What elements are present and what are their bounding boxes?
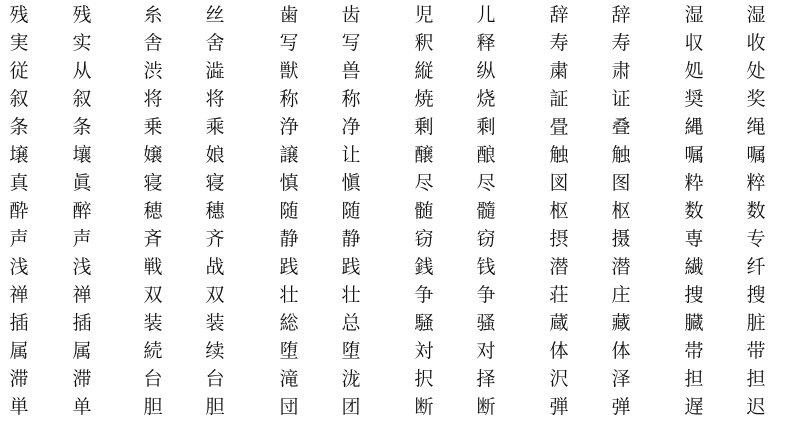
simplified-chinese-char: 舍 <box>205 32 225 54</box>
simplified-chinese-char: 齐 <box>205 228 225 250</box>
japanese-kanji: 続 <box>143 340 163 362</box>
japanese-kanji: 条 <box>9 116 29 138</box>
japanese-kanji: 騒 <box>414 312 434 334</box>
simplified-chinese-char: 触 <box>611 144 631 166</box>
japanese-kanji: 叙 <box>9 88 29 110</box>
simplified-chinese-char: 兽 <box>341 60 361 82</box>
japanese-kanji: 斉 <box>143 228 163 250</box>
simplified-chinese-char: 践 <box>341 256 361 278</box>
simplified-chinese-char: 湿 <box>746 4 766 26</box>
simplified-chinese-char: 窃 <box>476 228 496 250</box>
simplified-chinese-char: 属 <box>72 340 92 362</box>
simplified-chinese-char: 粹 <box>746 172 766 194</box>
japanese-kanji: 窃 <box>414 228 434 250</box>
simplified-chinese-char: 将 <box>205 88 225 110</box>
japanese-kanji: 児 <box>414 4 434 26</box>
simplified-chinese-char: 肃 <box>611 60 631 82</box>
japanese-kanji: 総 <box>279 312 299 334</box>
japanese-kanji: 胆 <box>143 396 163 418</box>
simplified-chinese-char: 担 <box>746 368 766 390</box>
japanese-kanji: 粋 <box>684 172 704 194</box>
simplified-chinese-char: 残 <box>72 4 92 26</box>
simplified-chinese-char: 插 <box>72 312 92 334</box>
simplified-chinese-char: 收 <box>746 32 766 54</box>
simplified-chinese-char: 骚 <box>476 312 496 334</box>
japanese-kanji: 歯 <box>279 4 299 26</box>
simplified-chinese-char: 壤 <box>72 144 92 166</box>
japanese-kanji: 焼 <box>414 88 434 110</box>
japanese-kanji: 処 <box>684 60 704 82</box>
japanese-kanji: 潜 <box>549 256 569 278</box>
japanese-kanji: 摂 <box>549 228 569 250</box>
simplified-chinese-char: 双 <box>205 284 225 306</box>
japanese-kanji: 帯 <box>684 340 704 362</box>
simplified-chinese-char: 证 <box>611 88 631 110</box>
japanese-kanji: 将 <box>143 88 163 110</box>
japanese-kanji: 臓 <box>684 312 704 334</box>
simplified-chinese-char: 迟 <box>746 396 766 418</box>
simplified-chinese-char: 潜 <box>611 256 631 278</box>
japanese-kanji: 単 <box>9 396 29 418</box>
kanji-row <box>0 253 790 281</box>
simplified-chinese-char: 辞 <box>611 4 631 26</box>
simplified-chinese-char: 带 <box>746 340 766 362</box>
japanese-kanji: 獣 <box>279 60 299 82</box>
japanese-kanji: 尽 <box>414 172 434 194</box>
japanese-kanji: 釈 <box>414 32 434 54</box>
simplified-chinese-char: 尽 <box>476 172 496 194</box>
japanese-kanji: 湿 <box>684 4 704 26</box>
japanese-kanji: 対 <box>414 340 434 362</box>
japanese-kanji: 奨 <box>684 88 704 110</box>
japanese-kanji: 択 <box>414 368 434 390</box>
japanese-kanji: 壌 <box>9 144 29 166</box>
simplified-chinese-char: 择 <box>476 368 496 390</box>
simplified-chinese-char: 剩 <box>476 116 496 138</box>
japanese-kanji: 触 <box>549 144 569 166</box>
simplified-chinese-char: 嘱 <box>746 144 766 166</box>
simplified-chinese-char: 写 <box>341 32 361 54</box>
simplified-chinese-char: 胆 <box>205 396 225 418</box>
simplified-chinese-char: 烧 <box>476 88 496 110</box>
japanese-kanji: 捜 <box>684 284 704 306</box>
japanese-kanji: 堕 <box>279 340 299 362</box>
simplified-chinese-char: 枢 <box>611 200 631 222</box>
simplified-chinese-char: 断 <box>476 396 496 418</box>
japanese-kanji: 辞 <box>549 4 569 26</box>
simplified-chinese-char: 静 <box>341 228 361 250</box>
simplified-chinese-char: 处 <box>746 60 766 82</box>
japanese-kanji: 舎 <box>143 32 163 54</box>
japanese-kanji: 装 <box>143 312 163 334</box>
simplified-chinese-char: 专 <box>746 228 766 250</box>
kanji-row <box>0 29 790 57</box>
simplified-chinese-char: 图 <box>611 172 631 194</box>
simplified-chinese-char: 叙 <box>72 88 92 110</box>
simplified-chinese-char: 净 <box>341 116 361 138</box>
simplified-chinese-char: 战 <box>205 256 225 278</box>
simplified-chinese-char: 叠 <box>611 116 631 138</box>
japanese-kanji: 畳 <box>549 116 569 138</box>
japanese-kanji: 声 <box>9 228 29 250</box>
simplified-chinese-char: 团 <box>341 396 361 418</box>
japanese-kanji: 双 <box>143 284 163 306</box>
japanese-kanji: 体 <box>549 340 569 362</box>
simplified-chinese-char: 弹 <box>611 396 631 418</box>
japanese-kanji: 写 <box>279 32 299 54</box>
simplified-chinese-char: 纵 <box>476 60 496 82</box>
japanese-kanji: 践 <box>279 256 299 278</box>
japanese-kanji: 真 <box>9 172 29 194</box>
kanji-row <box>0 85 790 113</box>
simplified-chinese-char: 娘 <box>205 144 225 166</box>
simplified-chinese-char: 让 <box>341 144 361 166</box>
simplified-chinese-char: 乘 <box>205 116 225 138</box>
japanese-kanji: 沢 <box>549 368 569 390</box>
simplified-chinese-char: 脏 <box>746 312 766 334</box>
simplified-chinese-char: 绳 <box>746 116 766 138</box>
simplified-chinese-char: 澁 <box>205 60 225 82</box>
simplified-chinese-char: 泽 <box>611 368 631 390</box>
kanji-row <box>0 113 790 141</box>
simplified-chinese-char: 续 <box>205 340 225 362</box>
japanese-kanji: 縄 <box>684 116 704 138</box>
simplified-chinese-char: 堕 <box>341 340 361 362</box>
kanji-row <box>0 365 790 393</box>
japanese-kanji: 専 <box>684 228 704 250</box>
simplified-chinese-char: 争 <box>476 284 496 306</box>
japanese-kanji: 団 <box>279 396 299 418</box>
japanese-kanji: 断 <box>414 396 434 418</box>
japanese-kanji: 蔵 <box>549 312 569 334</box>
simplified-chinese-char: 装 <box>205 312 225 334</box>
japanese-kanji: 浅 <box>9 256 29 278</box>
kanji-row <box>0 393 790 421</box>
japanese-kanji: 穂 <box>143 200 163 222</box>
japanese-kanji: 乗 <box>143 116 163 138</box>
kanji-row <box>0 57 790 85</box>
japanese-kanji: 浄 <box>279 116 299 138</box>
simplified-chinese-char: 浅 <box>72 256 92 278</box>
kanji-row <box>0 337 790 365</box>
japanese-kanji: 滝 <box>279 368 299 390</box>
simplified-chinese-char: 齿 <box>341 4 361 26</box>
japanese-kanji: 粛 <box>549 60 569 82</box>
japanese-kanji: 酔 <box>9 200 29 222</box>
simplified-chinese-char: 禅 <box>72 284 92 306</box>
simplified-chinese-char: 眞 <box>72 172 92 194</box>
simplified-chinese-char: 摄 <box>611 228 631 250</box>
simplified-chinese-char: 从 <box>72 60 92 82</box>
simplified-chinese-char: 寿 <box>611 32 631 54</box>
simplified-chinese-char: 滞 <box>72 368 92 390</box>
japanese-kanji: 寿 <box>549 32 569 54</box>
simplified-chinese-char: 总 <box>341 312 361 334</box>
japanese-kanji: 寝 <box>143 172 163 194</box>
simplified-chinese-char: 儿 <box>476 4 496 26</box>
simplified-chinese-char: 壮 <box>341 284 361 306</box>
simplified-chinese-char: 丝 <box>205 4 225 26</box>
simplified-chinese-char: 奖 <box>746 88 766 110</box>
simplified-chinese-char: 释 <box>476 32 496 54</box>
japanese-kanji: 糸 <box>143 4 163 26</box>
japanese-kanji: 実 <box>9 32 29 54</box>
simplified-chinese-char: 藏 <box>611 312 631 334</box>
japanese-kanji: 図 <box>549 172 569 194</box>
japanese-kanji: 遅 <box>684 396 704 418</box>
japanese-kanji: 繊 <box>684 256 704 278</box>
japanese-kanji: 插 <box>9 312 29 334</box>
kanji-row <box>0 281 790 309</box>
japanese-kanji: 慎 <box>279 172 299 194</box>
japanese-kanji: 台 <box>143 368 163 390</box>
kanji-row <box>0 169 790 197</box>
japanese-kanji: 剰 <box>414 116 434 138</box>
japanese-kanji: 従 <box>9 60 29 82</box>
simplified-chinese-char: 纤 <box>746 256 766 278</box>
simplified-chinese-char: 醉 <box>72 200 92 222</box>
japanese-kanji: 収 <box>684 32 704 54</box>
kanji-row <box>0 309 790 337</box>
japanese-kanji: 随 <box>279 200 299 222</box>
japanese-kanji: 醸 <box>414 144 434 166</box>
japanese-kanji: 争 <box>414 284 434 306</box>
simplified-chinese-char: 随 <box>341 200 361 222</box>
japanese-kanji: 銭 <box>414 256 434 278</box>
kanji-row <box>0 197 790 225</box>
simplified-chinese-char: 庄 <box>611 284 631 306</box>
japanese-kanji: 禅 <box>9 284 29 306</box>
simplified-chinese-char: 实 <box>72 32 92 54</box>
simplified-chinese-char: 髓 <box>476 200 496 222</box>
simplified-chinese-char: 对 <box>476 340 496 362</box>
japanese-kanji: 弾 <box>549 396 569 418</box>
japanese-kanji: 静 <box>279 228 299 250</box>
kanji-row <box>0 1 790 29</box>
simplified-chinese-char: 声 <box>72 228 92 250</box>
simplified-chinese-char: 台 <box>205 368 225 390</box>
japanese-kanji: 髄 <box>414 200 434 222</box>
japanese-kanji: 証 <box>549 88 569 110</box>
simplified-chinese-char: 酿 <box>476 144 496 166</box>
simplified-chinese-char: 泷 <box>341 368 361 390</box>
japanese-kanji: 滞 <box>9 368 29 390</box>
simplified-chinese-char: 穗 <box>205 200 225 222</box>
japanese-kanji: 嬢 <box>143 144 163 166</box>
japanese-kanji: 嘱 <box>684 144 704 166</box>
simplified-chinese-char: 单 <box>72 396 92 418</box>
japanese-kanji: 荘 <box>549 284 569 306</box>
simplified-chinese-char: 体 <box>611 340 631 362</box>
japanese-kanji: 壮 <box>279 284 299 306</box>
japanese-kanji: 渋 <box>143 60 163 82</box>
simplified-chinese-char: 称 <box>341 88 361 110</box>
simplified-chinese-char: 寝 <box>205 172 225 194</box>
japanese-kanji: 枢 <box>549 200 569 222</box>
kanji-row <box>0 225 790 253</box>
japanese-kanji: 残 <box>9 4 29 26</box>
japanese-kanji: 担 <box>684 368 704 390</box>
simplified-chinese-char: 条 <box>72 116 92 138</box>
japanese-kanji: 戦 <box>143 256 163 278</box>
simplified-chinese-char: 钱 <box>476 256 496 278</box>
simplified-chinese-char: 搜 <box>746 284 766 306</box>
simplified-chinese-char: 数 <box>746 200 766 222</box>
japanese-kanji: 譲 <box>279 144 299 166</box>
japanese-kanji: 属 <box>9 340 29 362</box>
japanese-kanji: 数 <box>684 200 704 222</box>
simplified-chinese-char: 愼 <box>341 172 361 194</box>
kanji-row <box>0 141 790 169</box>
japanese-kanji: 称 <box>279 88 299 110</box>
japanese-kanji: 縦 <box>414 60 434 82</box>
